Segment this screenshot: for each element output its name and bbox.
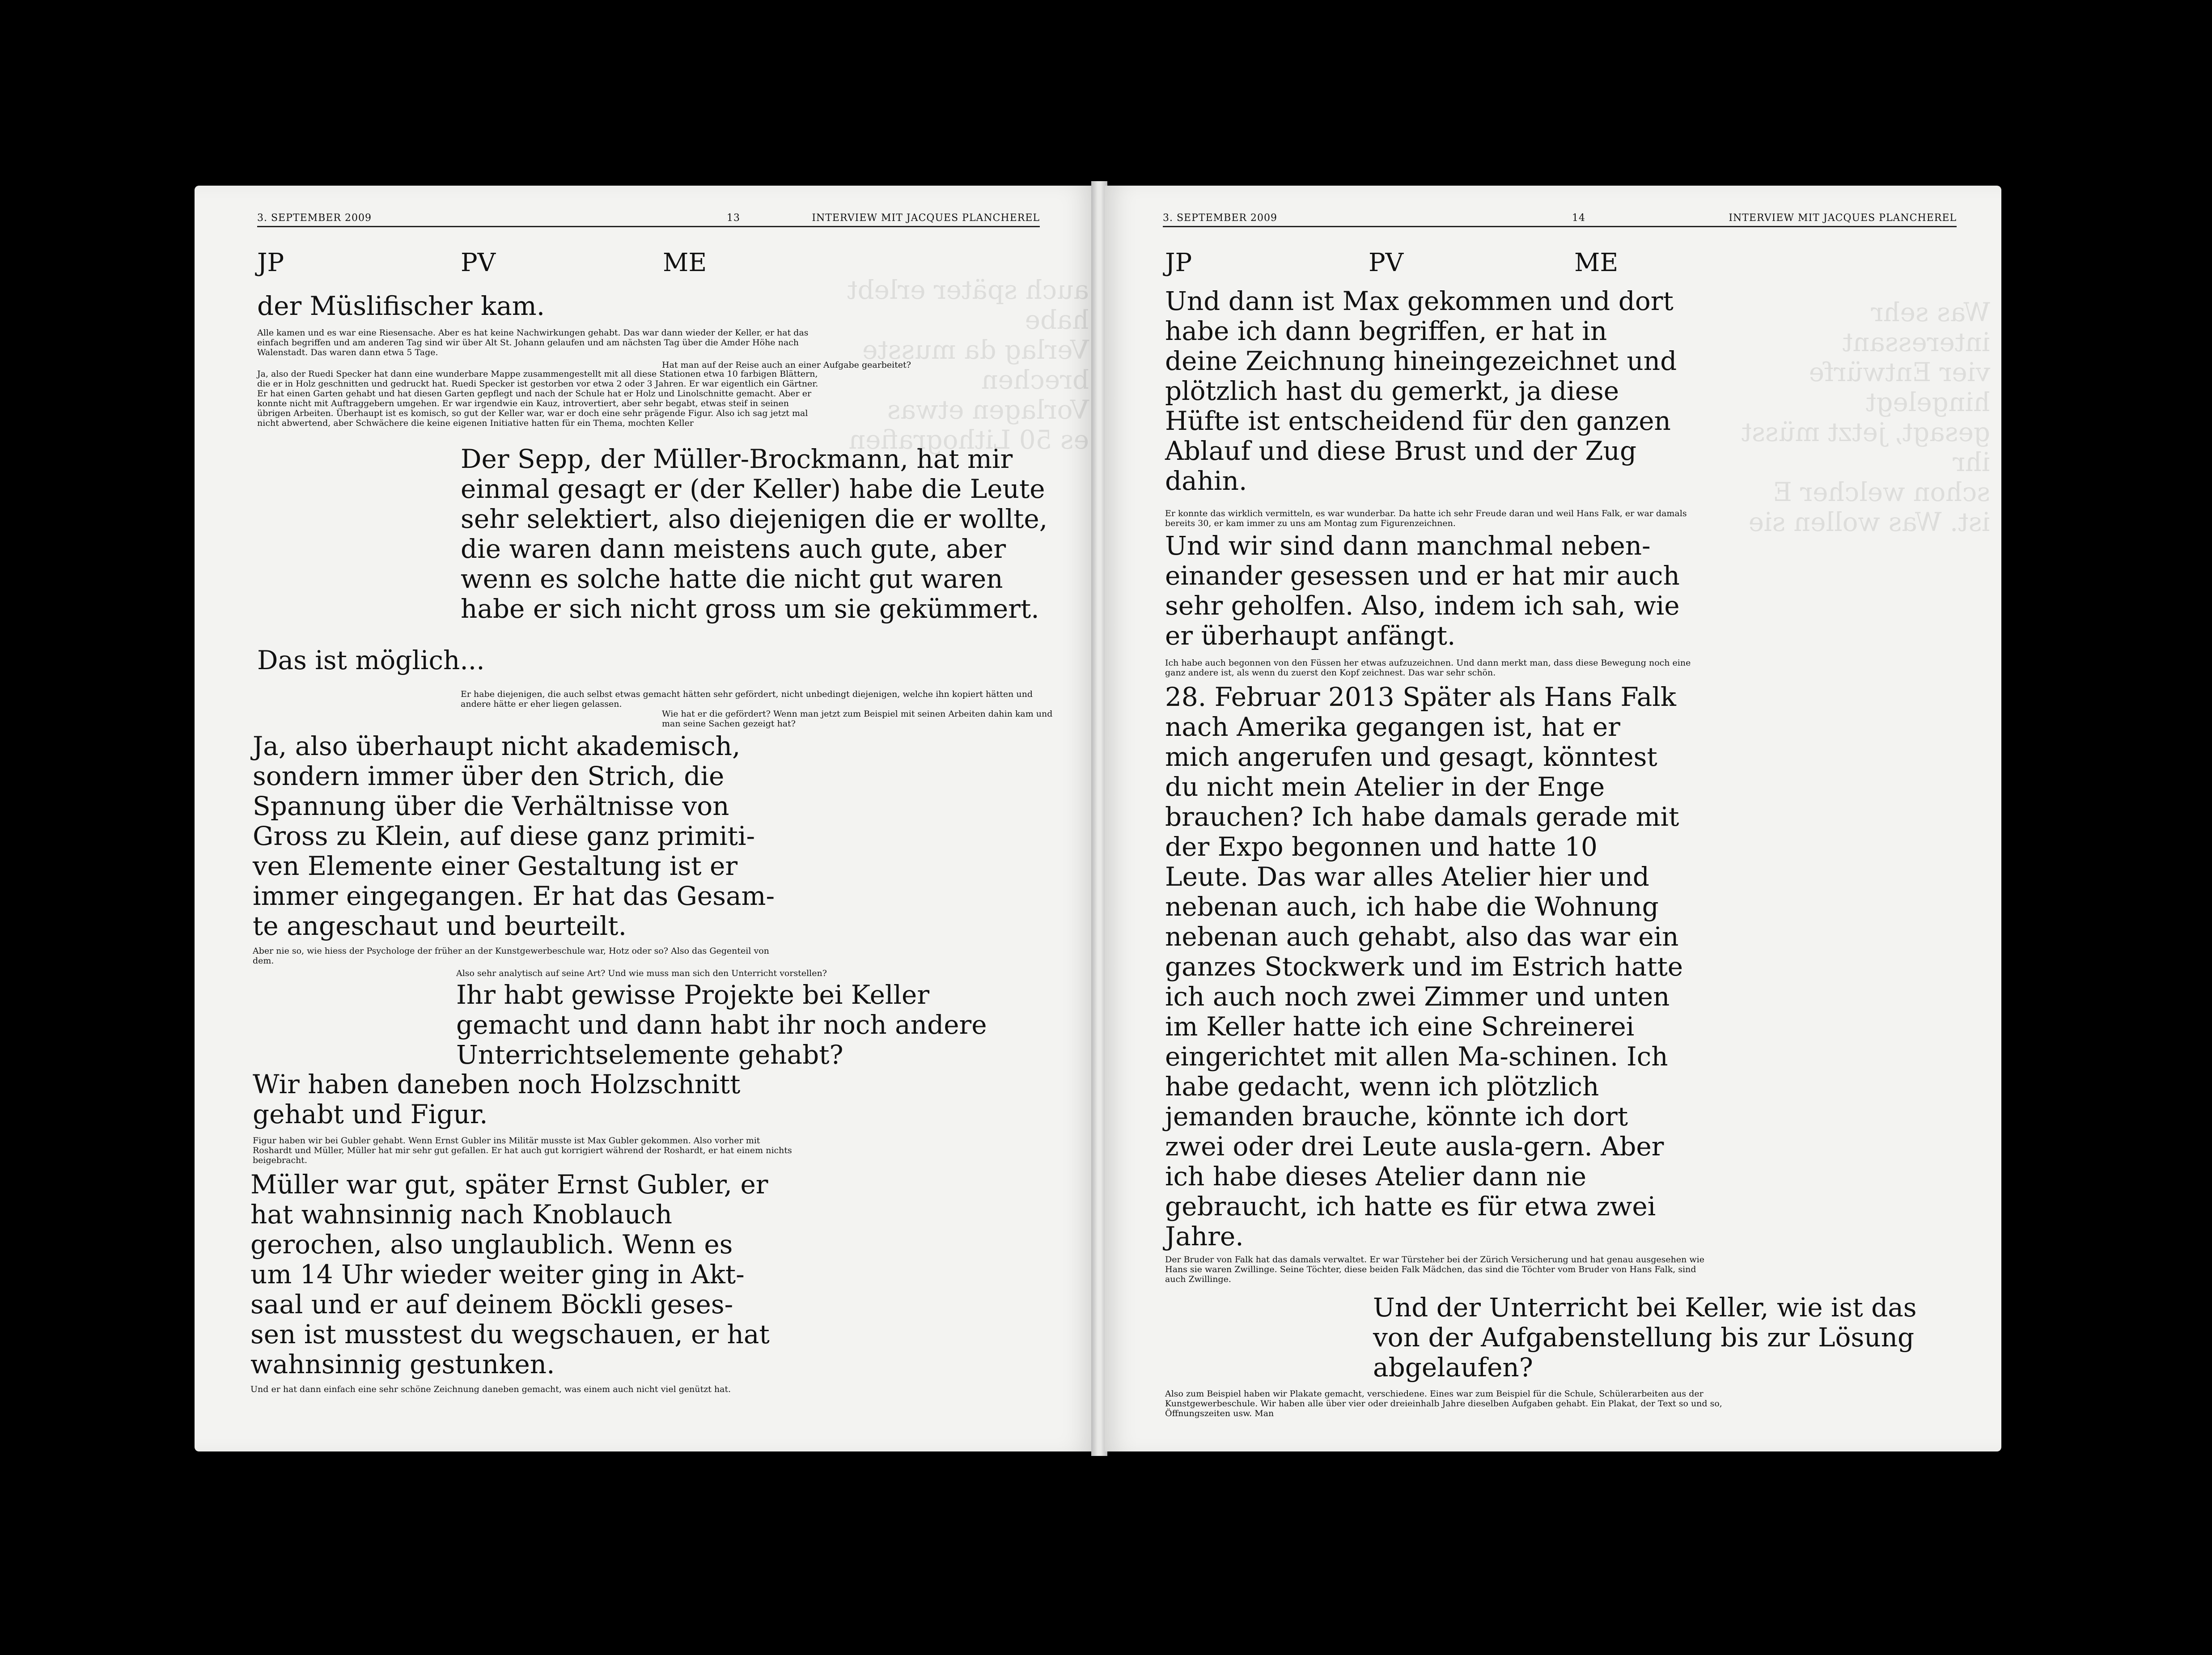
note-text: Er konnte das wirklich vermitteln, es war wunderbar. Da hatte ich sehr Freude daran und weil Hans Falk, er war damals bereits 30, er kam immer zu uns am Montag zum Figurenzeichnen. [1165, 509, 1687, 528]
answer-text: Müller war gut, später Ernst Gubler, er hat wahnsinnig nach Knoblauch gerochen, also unglaublich. Wenn es um 14 Uhr wieder weiter ging in Akt-saal und er auf deinem Böckli geses-sen ist musstest du wegschauen, er hat wahnsinnig gestunken. [250, 1169, 770, 1379]
left-page [195, 186, 1093, 1451]
note-text: Wie hat er die gefördert? Wenn man jetzt zum Beispiel mit seinen Arbeiten dahin kam und man seine Sachen gezeigt hat? [662, 709, 1053, 729]
note-text: Hat man auf der Reise auch an einer Aufgabe gearbeitet? [662, 360, 911, 370]
note-text: Aber nie so, wie hiess der Psychologe der früher an der Kunstgewerbeschule war, Hotz oder so? Also das Gegenteil von dem. [253, 946, 769, 966]
header-date: 3. SEPTEMBER 2009 [257, 212, 372, 224]
note-text: Alle kamen und es war eine Riesensache. Aber es hat keine Nachwirkungen gehabt. Das war dann wieder der Keller, er hat das einfach begriffen und am anderen Tag sind wir über Alt St. Johann gelaufen und am nächsten Tag über die Amder Höhe nach Walenstadt. Das waren dann etwa 5 Tage. [257, 328, 809, 357]
note-text: Er habe diejenigen, die auch selbst etwas gemacht hätten sehr gefördert, nicht unbedingt diejenigen, welche ihn kopiert hätten und andere hätte er eher liegen gelassen. [461, 689, 1033, 709]
header-page-number: 14 [1572, 212, 1585, 224]
column-pv: PV [461, 248, 496, 277]
answer-text: der Müslifischer kam. [257, 291, 545, 321]
note-text: Figur haben wir bei Gubler gehabt. Wenn Ernst Gubler ins Militär musste ist Max Gubler gekommen. Also vorher mit Roshardt und Müller, Müller hat mir sehr gut gefallen. Er hat auch gut korrigiert während der Roshardt, er hat einem nichts beigebracht. [253, 1136, 792, 1165]
note-text: Also zum Beispiel haben wir Plakate gemacht, verschiedene. Eines war zum Beispiel für die Schule, Schülerarbeiten aus der Kunstgewerbeschule. Wir haben alle über vier oder dreieinhalb Jahre dieselben Aufgaben gehabt. Ein Plakat, der Text so und so, Öffnungszeiten usw. Man [1165, 1389, 1722, 1418]
header-date: 3. SEPTEMBER 2009 [1163, 212, 1277, 224]
answer-text: Und wir sind dann manchmal neben-einander gesessen und er hat mir auch sehr geholfen. Also, indem ich sah, wie er überhaupt anfängt. [1165, 530, 1680, 651]
header-page-number: 13 [727, 212, 740, 224]
column-jp: JP [257, 248, 284, 277]
note-text: Und er hat dann einfach eine sehr schöne Zeichnung daneben gemacht, was einem auch nicht viel genützt hat. [250, 1384, 731, 1394]
header-title: INTERVIEW MIT JACQUES PLANCHEREL [812, 212, 1040, 224]
answer-text: Ja, also überhaupt nicht akademisch, sondern immer über den Strich, die Spannung über die Verhältnisse von Gross zu Klein, auf diese ganz primiti-ven Elemente einer Gestaltung ist er immer eingegangen. Er hat das Gesam-te angeschaut und beurteilt. [253, 731, 775, 941]
note-text: Der Bruder von Falk hat das damals verwaltet. Er war Türsteher bei der Zürich Versicherung und hat genau ausgesehen wie Hans sie waren Zwillinge. Seine Töchter, diese beiden Falk Mädchen, das sind die Töchter vom Bruder von Hans Falk, sind auch Zwillinge. [1165, 1255, 1704, 1284]
left-page-header [257, 212, 1040, 227]
column-pv: PV [1369, 248, 1404, 277]
answer-text: 28. Februar 2013 Später als Hans Falk nach Amerika gegangen ist, hat er mich angerufen und gesagt, könntest du nicht mein Atelier in der Enge brauchen? Ich habe damals gerade mit der Expo begonnen und hatte 10 Leute. Das war alles Atelier hier und nebenan auch, ich habe die Wohnung nebenan auch gehabt, also das war ein ganzes Stockwerk und im Estrich hatte ich auch noch zwei Zimmer und unten im Keller hatte ich eine Schreinerei eingerichtet mit allen Ma-schinen. Ich habe gedacht, wenn ich plötzlich jemanden brauche, könnte ich dort zwei oder drei Leute ausla-gern. Aber ich habe dieses Atelier dann nie gebraucht, ich hatte es für etwa zwei Jahre. [1165, 682, 1683, 1252]
column-me: ME [663, 248, 707, 277]
answer-text: Wir haben daneben noch Holzschnitt gehabt und Figur. [253, 1069, 741, 1129]
right-page-header [1163, 212, 1957, 227]
column-jp: JP [1165, 248, 1192, 277]
question-text: Ihr habt gewisse Projekte bei Keller gemacht und dann habt ihr noch andere Unterrichtselemente gehabt? [456, 980, 987, 1070]
answer-text: Das ist möglich... [257, 645, 485, 675]
right-page [1105, 186, 2001, 1451]
note-text: Ja, also der Ruedi Specker hat dann eine wunderbare Mappe zusammengestellt mit all diese Stationen etwa 10 farbigen Blättern, die er in Holz geschnitten und gedruckt hat. Ruedi Specker ist gestorben vor etwa 2 oder 3 Jahren. Er war eigentlich ein Gärtner. Er hat einen Garten gehabt und hat diesen Garten gepflegt und nach der Schule hat er Holz und Linolschnitte gemacht. Aber er konnte nicht mit Auftraggebern umgehen. Er war irgendwie ein Kauz, introvertiert, aber sehr begabt, etwas steif in seinen übrigen Arbeiten. Überhaupt ist es komisch, so gut der Keller war, war er doch eine sehr prägende Figur. Also ich sag jetzt mal nicht abwertend, aber Schwächere die keine eigenen Initiative hatten für ein Thema, mochten Keller [257, 369, 818, 428]
answer-text: Und dann ist Max gekommen und dort habe ich dann begriffen, er hat in deine Zeichnung hineingezeichnet und plötzlich hast du gemerkt, ja diese Hüfte ist entscheidend für den ganzen Ablauf und diese Brust und der Zug dahin. [1165, 286, 1677, 496]
column-me: ME [1574, 248, 1619, 277]
note-text: Also sehr analytisch auf seine Art? Und wie muss man sich den Unterricht vorstellen? [456, 968, 827, 978]
show-through-text: Was sehr interessant vier Entwürfe hingelegt gesagt, jetzt müsst ihr schon welcher E ist. Was wollen sie [1741, 297, 1990, 537]
show-through-text: auch später erlebt habe Verlag da musste brechen Vorlagen etwas es 50 Lithografien [847, 275, 1089, 455]
question-text: Der Sepp, der Müller-Brockmann, hat mir einmal gesagt er (der Keller) habe die Leute sehr selektiert, also diejenigen die er wollte, die waren dann meistens auch gute, aber wenn es solche hatte die nicht gut waren habe er sich nicht gross um sie gekümmert. [461, 444, 1048, 624]
note-text: Ich habe auch begonnen von den Füssen her etwas aufzuzeichnen. Und dann merkt man, dass diese Bewegung noch eine ganz andere ist, als wenn du zuerst den Kopf zeichnest. Das war sehr schön. [1165, 658, 1691, 678]
header-title: INTERVIEW MIT JACQUES PLANCHEREL [1729, 212, 1957, 224]
question-text: Und der Unterricht bei Keller, wie ist das von der Aufgabenstellung bis zur Lösung abgelaufen? [1373, 1292, 1917, 1383]
